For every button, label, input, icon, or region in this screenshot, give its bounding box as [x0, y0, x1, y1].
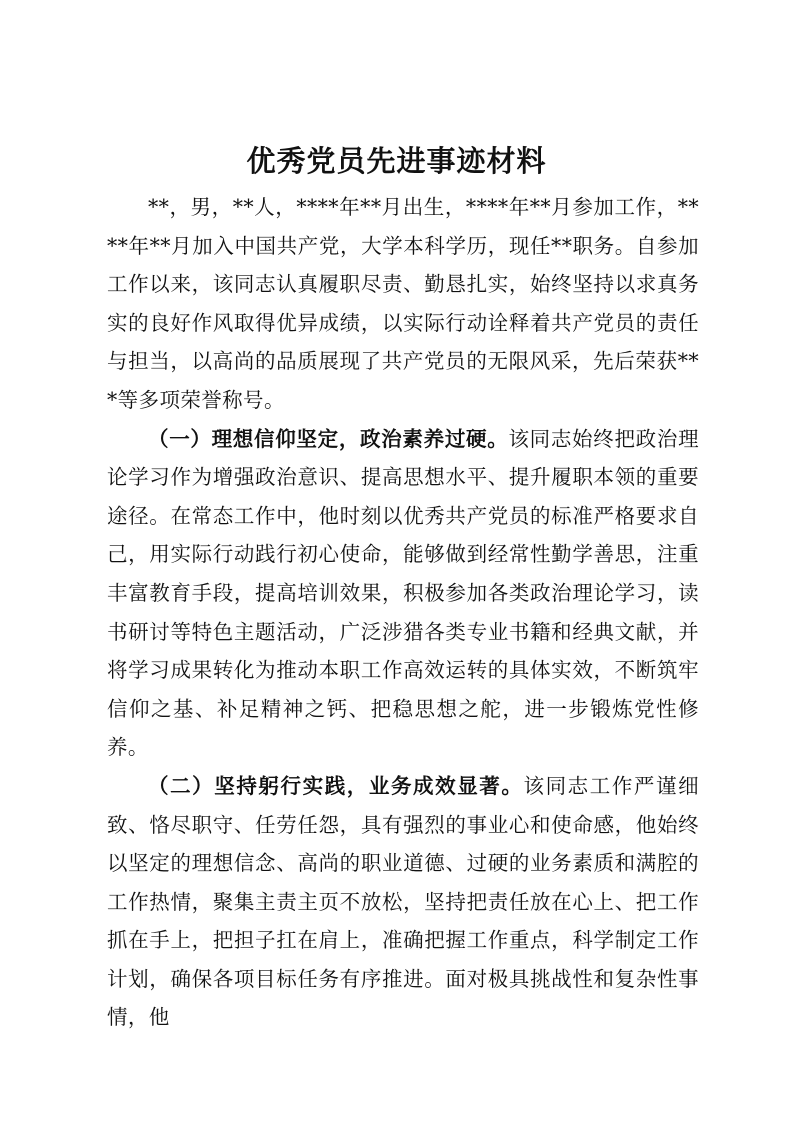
section-heading: （一）理想信仰坚定，政治素养过硬。: [148, 426, 509, 451]
paragraph-text: 该同志始终把政治理论学习作为增强政治意识、提高思想水平、提升履职本领的重要途径。在常态工作中，他时刻以优秀共产党员的标准严格要求自己，用实际行动践行初心使命，能够做到经常性勤学善思，注重丰富教育手段，提高培训效果，积极参加各类政治理论学习，读书研讨等特色主题活动，广泛涉猎各类专业书籍和经典文献，并将学习成果转化为推动本职工作高效运转的具体实效，不断筑牢信仰之基、补足精神之钙、把稳思想之舵，进一步锻炼党性修养。: [107, 426, 699, 760]
paragraph-text: 该同志工作严谨细致、恪尽职守、任劳任怨，具有强烈的事业心和使命感，他始终以坚定的理想信念、高尚的职业道德、过硬的业务素质和满腔的工作热情，聚集主责主页不放松，坚持把责任放在心上、把工作抓在手上，把担子扛在肩上，准确把握工作重点，科学制定工作计划，确保各项目标任务有序推进。面对极具挑战性和复杂性事情，他: [107, 773, 699, 1030]
paragraph-text: **，男，**人，****年**月出生，****年**月参加工作，****年**月加入中国共产党，大学本科学历，现任**职务。自参加工作以来，该同志认真履职尽责、勤恳扎实，始终坚持以求真务实的良好作风取得优异成绩，以实际行动诠释着共产党员的责任与担当，以高尚的品质展现了共产党员的无限风采，先后荣获***等多项荣誉称号。: [107, 195, 699, 412]
document-body: [107, 188, 699, 1037]
paragraph-section-2: [107, 767, 699, 1037]
document-title: 优秀党员先进事迹材料: [246, 144, 547, 178]
section-heading: （二）坚持躬行实践，业务成效显著。: [148, 773, 524, 798]
paragraph-intro: [107, 188, 699, 420]
paragraph-section-1: [107, 420, 699, 767]
